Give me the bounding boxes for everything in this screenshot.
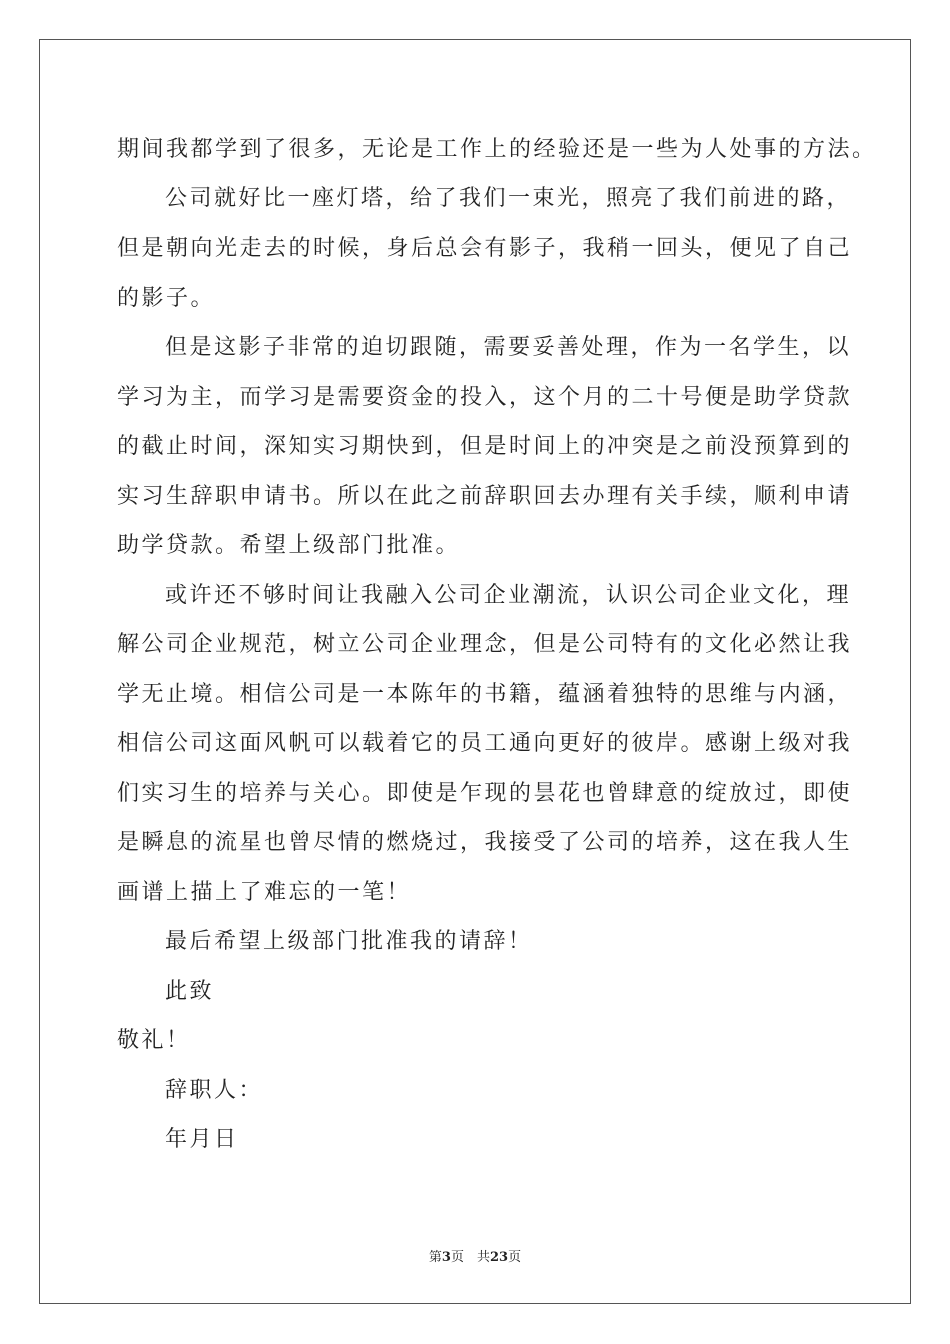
body-line: 的截止时间，深知实习期快到，但是时间上的冲突是之前没预算到的 — [117, 434, 853, 459]
body-line: 解公司企业规范，树立公司企业理念，但是公司特有的文化必然让我 — [117, 632, 853, 657]
body-line: 辞职人： — [165, 1078, 264, 1103]
footer-prefix: 第 — [428, 1250, 442, 1265]
body-line: 画谱上描上了难忘的一笔！ — [117, 880, 412, 905]
page-footer — [0, 1246, 950, 1265]
body-line: 期间我都学到了很多，无论是工作上的经验还是一些为人处事的方法。 — [117, 137, 877, 162]
body-line: 但是这影子非常的迫切跟随，需要妥善处理，作为一名学生，以 — [165, 335, 852, 360]
body-line: 们实习生的培养与关心。即使是乍现的昙花也曾肆意的绽放过，即使 — [117, 781, 853, 806]
body-line: 是瞬息的流星也曾尽情的燃烧过，我接受了公司的培养，这在我人生 — [117, 830, 853, 855]
body-line: 学无止境。相信公司是一本陈年的书籍，蕴涵着独特的思维与内涵， — [117, 682, 853, 707]
body-line: 年月日 — [165, 1127, 239, 1152]
footer-suffix: 页 — [508, 1250, 522, 1265]
body-line: 敬礼！ — [117, 1028, 191, 1053]
body-line: 此致 — [165, 979, 215, 1004]
body-line: 最后希望上级部门批准我的请辞！ — [165, 929, 533, 954]
body-line: 公司就好比一座灯塔，给了我们一束光，照亮了我们前进的路， — [165, 186, 852, 211]
body-line: 或许还不够时间让我融入公司企业潮流，认识公司企业文化，理 — [165, 583, 852, 608]
footer-total-pages: 23 — [489, 1250, 509, 1265]
body-line: 相信公司这面风帆可以载着它的员工通向更好的彼岸。感谢上级对我 — [117, 731, 853, 756]
body-line: 学习为主，而学习是需要资金的投入，这个月的二十号便是助学贷款 — [117, 385, 853, 410]
footer-middle: 页 共 — [450, 1250, 490, 1265]
body-line: 实习生辞职申请书。所以在此之前辞职回去办理有关手续，顺利申请 — [117, 484, 853, 509]
body-line: 但是朝向光走去的时候，身后总会有影子，我稍一回头，便见了自己 — [117, 236, 853, 261]
footer-page-number: 3 — [441, 1250, 451, 1265]
body-line: 的影子。 — [117, 286, 216, 311]
body-line: 助学贷款。希望上级部门批准。 — [117, 533, 461, 558]
page-border — [39, 39, 911, 1304]
